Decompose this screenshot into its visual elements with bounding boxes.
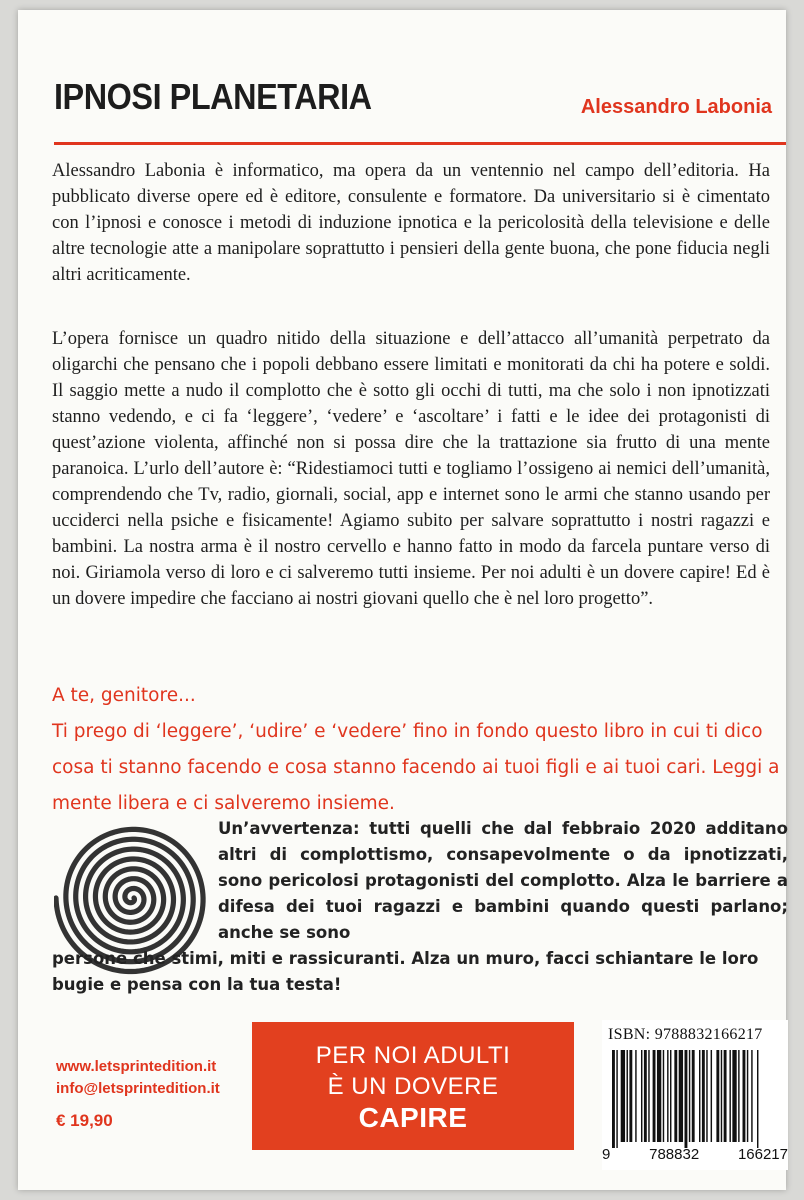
barcode-bar: [747, 1050, 748, 1142]
barcode-bar: [732, 1050, 736, 1142]
barcode-bar: [657, 1050, 661, 1142]
barcode-bar: [667, 1050, 668, 1142]
publisher-contacts: [56, 1056, 220, 1132]
barcode-digit-group: 9: [602, 1146, 611, 1163]
barcode-bar: [644, 1050, 647, 1142]
book-price: € 19,90: [56, 1111, 113, 1130]
slogan-line-3: CAPIRE: [358, 1101, 468, 1133]
barcode-bar: [685, 1050, 688, 1148]
barcode-bar: [612, 1050, 615, 1148]
barcode-bar: [724, 1050, 727, 1142]
barcode-bar: [711, 1050, 712, 1142]
barcode-bar: [635, 1050, 636, 1142]
barcode-bar: [653, 1050, 656, 1142]
barcode-bar: [729, 1050, 730, 1142]
barcode-bar: [721, 1050, 722, 1142]
barcode-bar: [757, 1050, 758, 1148]
barcode-digit-group: 166217: [737, 1146, 788, 1163]
slogan-box: [252, 1022, 574, 1150]
barcode-bar: [689, 1050, 690, 1142]
barcode-bar: [648, 1050, 649, 1142]
barcode-digits: [602, 1146, 788, 1163]
barcode-digit-group: 788832: [649, 1146, 700, 1163]
barcode-bar: [692, 1050, 695, 1142]
barcode-bar: [629, 1050, 632, 1142]
title-divider: [54, 142, 786, 145]
publisher-email-link[interactable]: info@letsprintedition.it: [56, 1080, 220, 1097]
barcode-bar: [627, 1050, 628, 1142]
barcode-bar: [621, 1050, 625, 1142]
barcode-bar: [670, 1050, 671, 1142]
barcode-bar: [679, 1050, 683, 1142]
slogan-line-1: PER NOI ADULTI: [315, 1041, 511, 1069]
barcode-bar: [641, 1050, 642, 1142]
barcode-bar: [699, 1050, 700, 1142]
barcode-bar: [716, 1050, 719, 1142]
isbn-barcode: [602, 1020, 788, 1170]
barcode-bar: [663, 1050, 664, 1142]
author-name: Alessandro Labonia: [580, 96, 772, 118]
publisher-website-link[interactable]: www.letsprintedition.it: [56, 1058, 217, 1075]
barcode-bar: [738, 1050, 739, 1142]
warning-text-continued: persone che stimi, miti e rassicuranti. Alza un muro, facci schiantare le loro bugie e pensa con la tua testa!: [52, 949, 759, 994]
barcode-bar: [751, 1050, 752, 1142]
author-bio-paragraph: Alessandro Labonia è informatico, ma opera da un ventennio nel campo dell’editoria. Ha pubblicato diverse opere ed è editore, consulente e formatore. Da universitario si è cimentato con l’ipnosi e conosce i metodi di induzione ipnotica e la pericolosità della televisione e delle altre tecnologie atte a manipolare soprattutto i pensieri della gente buona, che pone fiducia negli altri acriticamente.: [52, 161, 770, 285]
barcode-bar: [616, 1050, 617, 1148]
warning-text: Un’avvertenza: tutti quelli che dal febbraio 2020 additano altri di complottismo, consapevolmente o da ipnotizzati, sono pericolosi protagonisti del complotto. Alza le barriere a difesa dei tuoi ragazzi e bambini quando questi parlano; anche se sono: [218, 819, 788, 942]
barcode-bar: [674, 1050, 677, 1142]
parent-appeal-heading: A te, genitore...: [52, 685, 196, 706]
barcode-bar: [743, 1050, 746, 1142]
isbn-number: ISBN: 9788832166217: [608, 1026, 763, 1043]
book-back-cover: [18, 10, 786, 1190]
slogan-line-2: È UN DOVERE: [327, 1072, 499, 1100]
synopsis-paragraph: L’opera fornisce un quadro nitido della situazione e dell’attacco all’umanità perpetrato da oligarchi che pensano che i popoli debbano essere limitati e monitorati da chi ha potere e soldi. Il saggio mette a nudo il complotto che è sotto gli occhi di tutti, ma che solo i non ipnotizzati stanno vedendo, e ci fa ‘leggere’, ‘vedere’ e ‘ascoltare’ i fatti e le idee dei protagonisti di quest’azione violenta, affinché non si possa dire che la trattazione sia frutto di una mente paranoica. L’urlo dell’autore è: “Ridestiamoci tutti e togliamo l’ossigeno ai nemici dell’umanità, comprendendo che Tv, radio, giornali, social, app e internet sono le armi che stanno usando per ucciderci nella psiche e fisicamente! Agiamo subito per salvare soprattutto i nostri ragazzi e bambini. La nostra arma è il nostro cervello e hanno fatto in modo da farcela puntare verso di noi. Giriamola verso di loro e ci salveremo tutti insieme. Per noi adulti è un dovere capire! Ed è un dovere impedire che facciano ai nostri giovani quello che è nel loro progetto”.: [52, 329, 770, 609]
barcode-bar: [706, 1050, 707, 1142]
parent-appeal-text: Ti prego di ‘leggere’, ‘udire’ e ‘vedere’ fino in fondo questo libro in cui ti dico cosa ti stanno facendo e cosa stanno facendo ai tuoi figli e ai tuoi cari. Leggi a mente libera e ci salveremo insieme.: [52, 721, 780, 814]
barcode-bar: [702, 1050, 705, 1142]
book-title: IPNOSI PLANETARIA: [54, 76, 372, 117]
